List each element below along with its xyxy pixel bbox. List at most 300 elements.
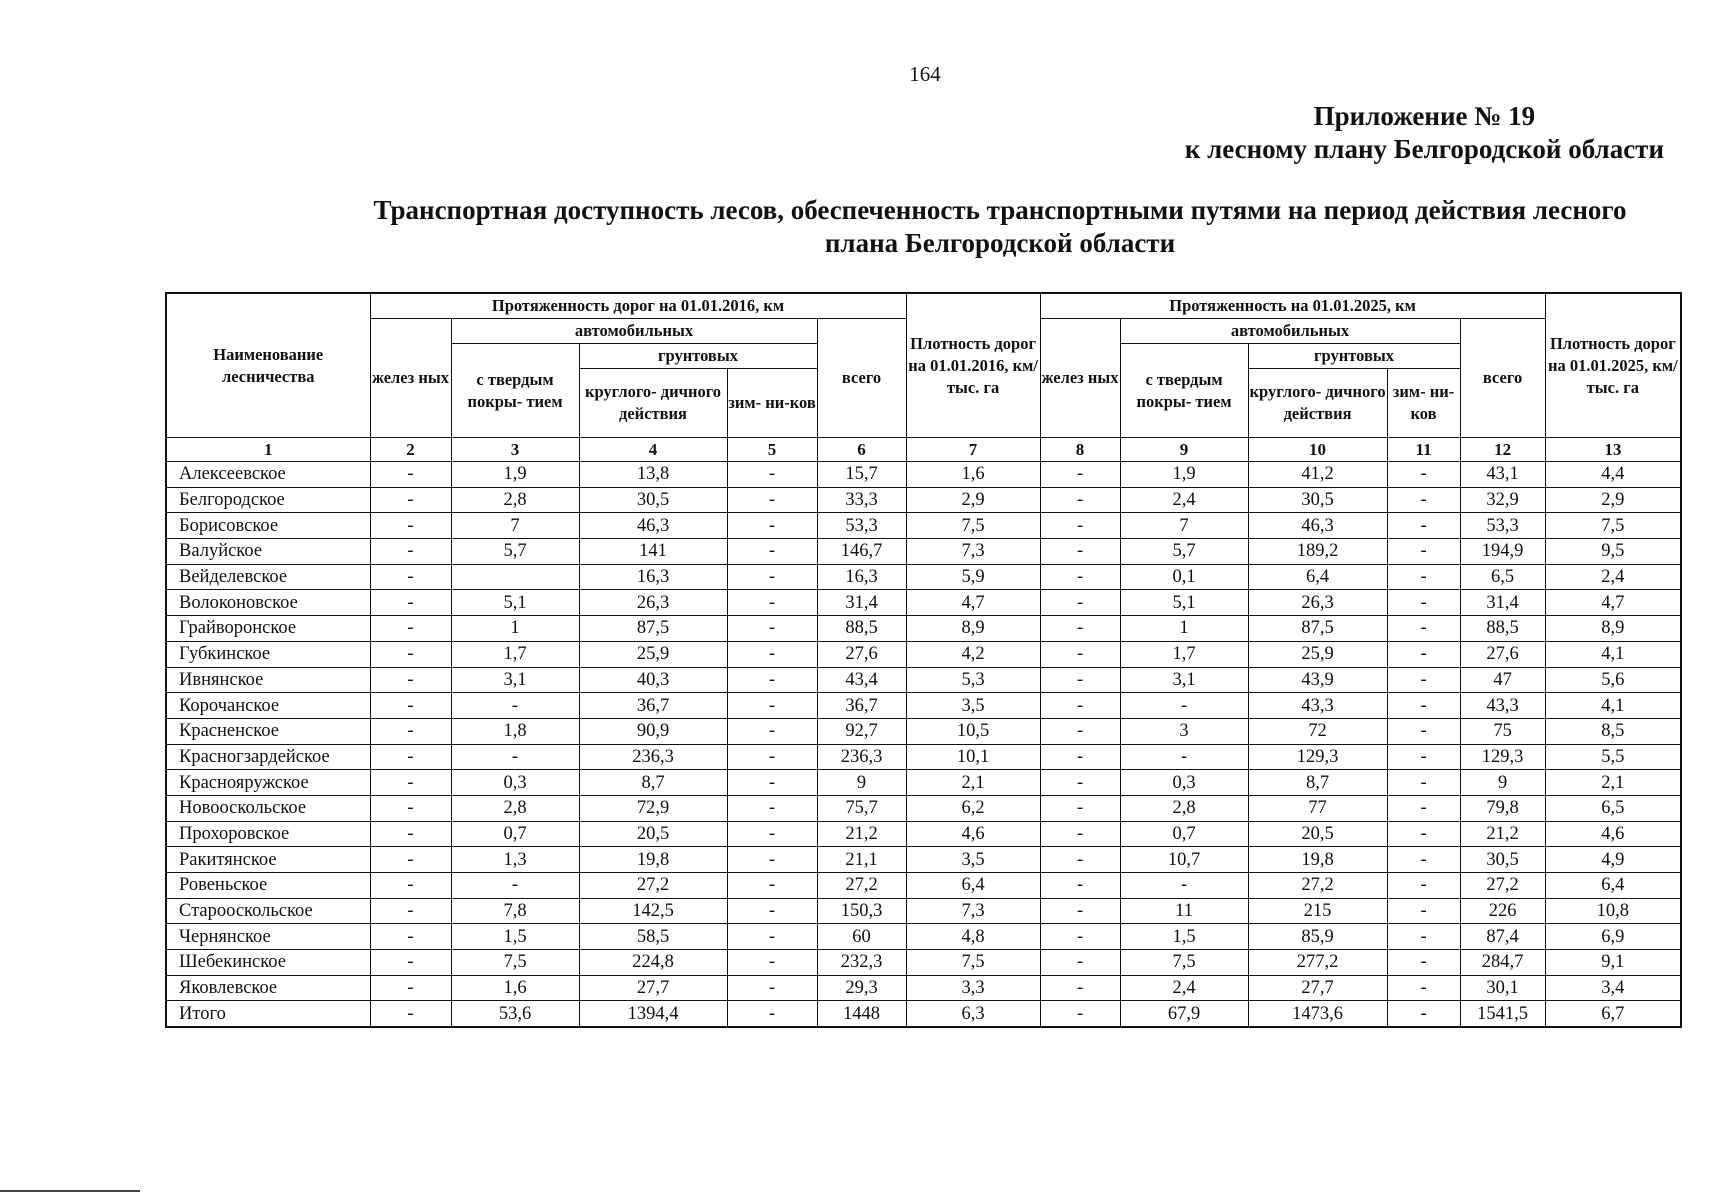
page-number: 164 [909,62,941,86]
header-auto-2016: автомобильных [451,319,817,344]
table-cell: 194,9 [1460,539,1545,565]
table-cell: 75 [1460,718,1545,744]
table-cell: 16,3 [579,564,727,590]
forestry-name: Ровеньское [166,873,370,899]
header-dirt-2016: грунтовых [579,344,817,369]
column-number: 5 [727,438,817,462]
appendix-line-2: к лесному плану Белгородской области [1184,134,1664,164]
forestry-name: Губкинское [166,641,370,667]
table-cell: 19,8 [1248,847,1387,873]
table-cell: - [1387,513,1460,539]
table-cell: - [1040,975,1120,1001]
header-density-2025: Плотность дорог на 01.01.2025, км/тыс. га [1545,293,1681,438]
table-cell: 129,3 [1460,744,1545,770]
table-cell: 0,7 [1120,821,1248,847]
table-cell: 72,9 [579,795,727,821]
table-cell: - [727,795,817,821]
table-cell: - [370,847,451,873]
table-cell: 41,2 [1248,462,1387,488]
table-row [166,718,1681,744]
table-row [166,975,1681,1001]
table-cell: 20,5 [1248,821,1387,847]
table-cell: 10,5 [906,718,1040,744]
table-cell: 226 [1460,898,1545,924]
header-name: Наименование лесничества [166,293,370,438]
table-cell: - [727,950,817,976]
table-cell: 7,5 [1545,513,1681,539]
document-title-line-2: плана Белгородской области [824,228,1176,258]
table-cell: - [1040,641,1120,667]
table-cell: - [1387,641,1460,667]
table-row [166,590,1681,616]
table-cell: - [727,975,817,1001]
header-winter-2025: зим- ни- ков [1387,369,1460,438]
table-cell: 236,3 [579,744,727,770]
table-cell: 6,2 [906,795,1040,821]
table-row [166,462,1681,488]
table-cell: 16,3 [817,564,906,590]
table-cell: - [1387,590,1460,616]
table-row [166,821,1681,847]
table-cell: 1448 [817,1001,906,1027]
column-number: 6 [817,438,906,462]
column-number-row [166,438,1681,462]
table-cell: 4,7 [906,590,1040,616]
table-cell: 27,7 [1248,975,1387,1001]
table-cell: 2,8 [451,487,579,513]
header-winter-2016: зим- ни-ков [727,369,817,438]
table-cell: - [1040,693,1120,719]
table-cell: - [1387,873,1460,899]
table-cell: - [1120,873,1248,899]
column-number: 11 [1387,438,1460,462]
forestry-name: Шебекинское [166,950,370,976]
table-cell: 27,6 [817,641,906,667]
table-cell: 26,3 [1248,590,1387,616]
table-row [166,539,1681,565]
table-cell: 29,3 [817,975,906,1001]
table-cell: 1394,4 [579,1001,727,1027]
table-cell: 7,5 [906,513,1040,539]
table-cell: 9 [817,770,906,796]
table-cell: - [727,641,817,667]
forestry-name: Красногзардейское [166,744,370,770]
table-cell: 30,5 [1460,847,1545,873]
column-number: 13 [1545,438,1681,462]
table-cell: - [451,744,579,770]
table-cell: 72 [1248,718,1387,744]
table-cell: - [1387,487,1460,513]
table-cell: - [1387,950,1460,976]
table-cell: - [370,821,451,847]
table-cell: 215 [1248,898,1387,924]
table-cell: 4,4 [1545,462,1681,488]
table-cell: - [370,770,451,796]
table-cell: - [727,564,817,590]
table-cell: 43,1 [1460,462,1545,488]
table-cell: - [1387,564,1460,590]
forestry-name: Ивнянское [166,667,370,693]
table-cell: 46,3 [579,513,727,539]
table-cell: 43,4 [817,667,906,693]
table-cell: - [727,898,817,924]
table-cell: 5,9 [906,564,1040,590]
table-cell: 2,8 [451,795,579,821]
header-density-2016: Плотность дорог на 01.01.2016, км/тыс. га [906,293,1040,438]
table-cell: - [370,641,451,667]
table-cell: - [1040,718,1120,744]
table-cell: 27,2 [1460,873,1545,899]
table-cell: 10,7 [1120,847,1248,873]
table-cell: 26,3 [579,590,727,616]
table-cell: 36,7 [579,693,727,719]
column-number: 12 [1460,438,1545,462]
table-cell: 88,5 [1460,616,1545,642]
table-cell: 43,9 [1248,667,1387,693]
total-row [166,1001,1681,1027]
table-row [166,667,1681,693]
table-cell: 4,7 [1545,590,1681,616]
table-row [166,795,1681,821]
table-cell: 88,5 [817,616,906,642]
table-cell: 67,9 [1120,1001,1248,1027]
table-cell: - [451,873,579,899]
column-number: 2 [370,438,451,462]
table-cell: - [1387,847,1460,873]
table-cell: 7,5 [451,950,579,976]
table-cell: 7 [451,513,579,539]
table-row [166,564,1681,590]
table-cell: 5,1 [1120,590,1248,616]
forestry-name: Старооскольское [166,898,370,924]
table-cell: - [370,873,451,899]
table-cell: 142,5 [579,898,727,924]
forestry-name: Алексеевское [166,462,370,488]
scan-edge-line [0,1190,140,1192]
table-cell: 27,2 [1248,873,1387,899]
table-cell: 129,3 [1248,744,1387,770]
table-cell: 27,2 [579,873,727,899]
table-cell: 8,9 [906,616,1040,642]
table-cell: 79,8 [1460,795,1545,821]
table-cell: - [370,975,451,1001]
table-row [166,641,1681,667]
header-total-2016: всего [817,319,906,438]
table-cell: - [1040,667,1120,693]
table-cell: 43,3 [1248,693,1387,719]
column-number: 1 [166,438,370,462]
forestry-name: Прохоровское [166,821,370,847]
table-cell: 1,9 [1120,462,1248,488]
table-cell: - [727,513,817,539]
table-cell: 77 [1248,795,1387,821]
table-cell: - [727,770,817,796]
table-cell: 284,7 [1460,950,1545,976]
table-cell: 1,3 [451,847,579,873]
table-row [166,847,1681,873]
header-allyear-2016: круглого- дичного действия [579,369,727,438]
table-cell: 10,1 [906,744,1040,770]
table-cell: 40,3 [579,667,727,693]
roads-table [165,292,1682,1028]
table-cell: 1,6 [451,975,579,1001]
header-rail-2016: желез ных [370,319,451,438]
table-cell: 47 [1460,667,1545,693]
table-cell: 33,3 [817,487,906,513]
table-cell: - [1040,462,1120,488]
table-cell: 31,4 [1460,590,1545,616]
table-cell: 7,5 [906,950,1040,976]
table-cell: 1,5 [1120,924,1248,950]
table-header [166,293,1681,462]
table-cell: 4,1 [1545,641,1681,667]
table-cell: - [370,539,451,565]
table-cell: 3,3 [906,975,1040,1001]
table-cell: 7,3 [906,898,1040,924]
table-cell: - [1040,487,1120,513]
appendix-heading [1185,100,1664,166]
forestry-name: Итого [166,1001,370,1027]
table-row [166,693,1681,719]
table-cell: 6,4 [1248,564,1387,590]
table-cell: 7,3 [906,539,1040,565]
table-cell: 30,1 [1460,975,1545,1001]
table-cell: 7 [1120,513,1248,539]
table-cell: - [727,616,817,642]
table-cell: - [370,513,451,539]
table-cell: 1,5 [451,924,579,950]
table-cell: - [1387,795,1460,821]
header-hard-2016: с твердым покры- тием [451,344,579,438]
table-cell: 6,9 [1545,924,1681,950]
table-cell: 87,5 [579,616,727,642]
table-row [166,513,1681,539]
table-cell: 8,7 [1248,770,1387,796]
table-cell: - [370,898,451,924]
table-cell: 2,4 [1120,975,1248,1001]
table-cell: 146,7 [817,539,906,565]
forestry-name: Новооскольское [166,795,370,821]
header-dirt-2025: грунтовых [1248,344,1460,369]
table-cell: - [370,950,451,976]
table-cell: 85,9 [1248,924,1387,950]
table-cell: 36,7 [817,693,906,719]
table-row [166,487,1681,513]
table-cell: - [370,924,451,950]
table-cell: - [370,693,451,719]
table-cell: 87,5 [1248,616,1387,642]
table-row [166,924,1681,950]
table-cell: - [370,590,451,616]
table-cell: 21,2 [1460,821,1545,847]
table-cell: 53,3 [1460,513,1545,539]
table-cell: 1473,6 [1248,1001,1387,1027]
table-cell: 27,2 [817,873,906,899]
table-cell: 43,3 [1460,693,1545,719]
table-cell: - [1387,898,1460,924]
table-cell: 15,7 [817,462,906,488]
table-cell: - [1387,667,1460,693]
table-cell: 3 [1120,718,1248,744]
table-cell: - [370,667,451,693]
document-title-line-1: Транспортная доступность лесов, обеспеченность транспортными путями на период действия лесного [373,195,1627,225]
header-hard-2025: с твердым покры- тием [1120,344,1248,438]
table-cell: 92,7 [817,718,906,744]
table-cell: 27,6 [1460,641,1545,667]
table-cell: 2,9 [906,487,1040,513]
table-cell: 0,3 [451,770,579,796]
table-cell: - [1040,847,1120,873]
table-cell: - [1040,924,1120,950]
table-cell: - [727,693,817,719]
table-cell: 5,7 [1120,539,1248,565]
table-cell: - [1387,975,1460,1001]
table-cell: 1,8 [451,718,579,744]
table-cell: 4,8 [906,924,1040,950]
table-cell: - [1040,821,1120,847]
table-cell: 5,7 [451,539,579,565]
table-cell: - [1040,770,1120,796]
column-number: 10 [1248,438,1387,462]
table-cell: 5,1 [451,590,579,616]
table-cell: 0,1 [1120,564,1248,590]
table-cell [451,564,579,590]
table-cell: 141 [579,539,727,565]
table-cell: 4,1 [1545,693,1681,719]
table-cell: 21,1 [817,847,906,873]
table-cell: 1 [451,616,579,642]
table-cell: 2,8 [1120,795,1248,821]
table-cell: 21,2 [817,821,906,847]
table-row [166,744,1681,770]
table-cell: - [1040,513,1120,539]
table-cell: 8,7 [579,770,727,796]
table-row [166,616,1681,642]
table-cell: - [1120,744,1248,770]
table-cell: - [727,590,817,616]
table-cell: - [1040,1001,1120,1027]
table-cell: 10,8 [1545,898,1681,924]
table-cell: 20,5 [579,821,727,847]
table-cell: - [727,821,817,847]
table-cell: 1,7 [451,641,579,667]
table-row [166,950,1681,976]
table-cell: - [1387,821,1460,847]
table-cell: 2,4 [1120,487,1248,513]
table-cell: - [370,462,451,488]
column-number: 3 [451,438,579,462]
forestry-name: Грайворонское [166,616,370,642]
table-cell: 224,8 [579,950,727,976]
table-cell: 6,3 [906,1001,1040,1027]
table-cell: 6,5 [1545,795,1681,821]
table-cell: 1,7 [1120,641,1248,667]
table-cell: - [727,873,817,899]
table-cell: - [1040,873,1120,899]
table-cell: - [727,847,817,873]
header-allyear-2025: круглого- дичного действия [1248,369,1387,438]
table-cell: 30,5 [1248,487,1387,513]
table-cell: - [1040,950,1120,976]
table-cell: 6,4 [906,873,1040,899]
table-cell: 90,9 [579,718,727,744]
table-cell: 236,3 [817,744,906,770]
table-cell: 60 [817,924,906,950]
table-cell: - [1040,564,1120,590]
table-cell: 4,2 [906,641,1040,667]
column-number: 7 [906,438,1040,462]
table-cell: 1 [1120,616,1248,642]
table-cell: - [1040,590,1120,616]
table-cell: - [1387,770,1460,796]
table-cell: 0,3 [1120,770,1248,796]
table-cell: - [1387,539,1460,565]
table-cell: - [1387,693,1460,719]
table-cell: - [370,744,451,770]
table-cell: - [451,693,579,719]
forestry-name: Краснояружское [166,770,370,796]
table-cell: 31,4 [817,590,906,616]
header-group-2025: Протяженность на 01.01.2025, км [1040,293,1545,319]
table-cell: - [370,718,451,744]
table-cell: - [370,795,451,821]
table-cell: 0,7 [451,821,579,847]
table-row [166,770,1681,796]
table-cell: 2,1 [906,770,1040,796]
header-rail-2025: желез ных [1040,319,1120,438]
table-cell: - [1040,616,1120,642]
forestry-name: Корочанское [166,693,370,719]
table-cell: 5,5 [1545,744,1681,770]
table-cell: - [727,487,817,513]
table-cell: 150,3 [817,898,906,924]
forestry-name: Волоконовское [166,590,370,616]
table-cell: 9,5 [1545,539,1681,565]
table-cell: - [1387,616,1460,642]
table-cell: 189,2 [1248,539,1387,565]
table-cell: - [370,564,451,590]
table-cell: - [1040,898,1120,924]
table-cell: 11 [1120,898,1248,924]
column-number: 4 [579,438,727,462]
forestry-name: Вейделевское [166,564,370,590]
table-cell: 4,6 [906,821,1040,847]
table-cell: 2,1 [1545,770,1681,796]
header-group-2016: Протяженность дорог на 01.01.2016, км [370,293,906,319]
table-cell: - [370,616,451,642]
forestry-name: Валуйское [166,539,370,565]
header-auto-2025: автомобильных [1120,319,1460,344]
table-cell: 2,4 [1545,564,1681,590]
table-cell: 32,9 [1460,487,1545,513]
table-cell: - [727,924,817,950]
table-cell: - [1040,744,1120,770]
table-cell: 9,1 [1545,950,1681,976]
table-cell: 7,8 [451,898,579,924]
header-total-2025: всего [1460,319,1545,438]
table-cell: 27,7 [579,975,727,1001]
table-cell: 3,5 [906,847,1040,873]
table-cell: - [1040,795,1120,821]
table-cell: 3,5 [906,693,1040,719]
table-cell: 8,5 [1545,718,1681,744]
table-cell: 25,9 [1248,641,1387,667]
table-cell: 1541,5 [1460,1001,1545,1027]
table-cell: 3,1 [451,667,579,693]
table-cell: 53,6 [451,1001,579,1027]
table-cell: 53,3 [817,513,906,539]
table-cell: - [370,1001,451,1027]
